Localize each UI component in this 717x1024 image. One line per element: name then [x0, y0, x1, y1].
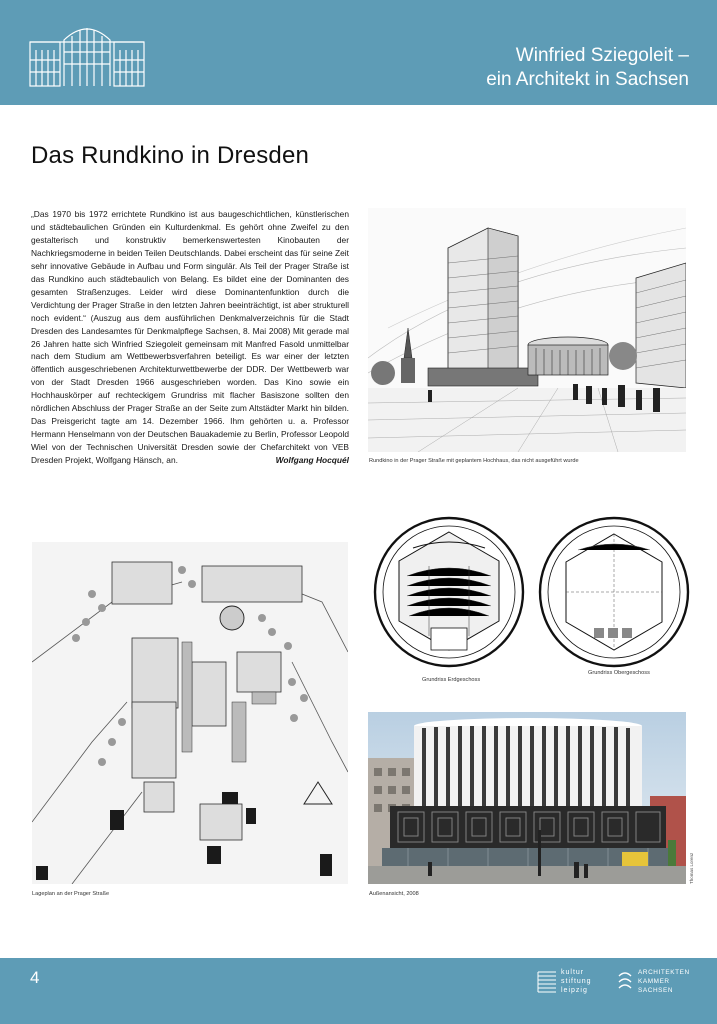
architektenkammer-logo — [616, 968, 696, 998]
kultur-line2: stiftung — [561, 978, 592, 985]
ak-line3: SACHSEN — [638, 986, 674, 994]
upper-floor-plan — [538, 516, 690, 668]
architektenkammer-mark-icon — [616, 970, 634, 992]
sketch-caption: Rundkino in der Prager Straße mit geplantem Hochhaus, das nicht ausgeführt wurde — [369, 458, 579, 464]
page-number: 4 — [30, 968, 40, 987]
exterior-photo-caption: Außenansicht, 2008 — [369, 891, 419, 897]
architektenkammer-text — [638, 969, 690, 995]
site-plan — [32, 542, 348, 884]
site-plan-caption: Lageplan an der Prager Straße — [32, 891, 110, 897]
kulturstiftung-text — [561, 968, 592, 995]
page-title: Das Rundkino in Dresden — [31, 142, 310, 169]
author-name: Wolfgang Hocquél — [275, 455, 349, 466]
body-text — [31, 208, 349, 467]
footer-band — [0, 958, 717, 1024]
building-outline-logo — [28, 22, 146, 88]
ground-floor-caption: Grundriss Erdgeschoss — [422, 677, 481, 683]
photo-credit: Thomas Lorenz — [689, 852, 694, 884]
kulturstiftung-mark-icon — [536, 968, 558, 994]
ground-floor-plan — [373, 516, 525, 668]
exterior-photo — [368, 712, 686, 884]
series-title-line2: ein Architekt in Sachsen — [486, 69, 689, 90]
series-title — [369, 44, 689, 92]
upper-floor-caption: Grundriss Obergeschoss — [588, 670, 650, 676]
ak-line1: ARCHITEKTEN — [638, 969, 690, 976]
kulturstiftung-logo — [536, 968, 598, 998]
body-paragraph: „Das 1970 bis 1972 errichtete Rundkino ist aus baugeschichtlichen, künstlerischen und städtebaulichen Gründen ein Kulturdenkmal. Es gehört ohne Zweifel zu den gestalterisch und konstruktiv bemerkenswertesten Kinobauten der Nachkriegsmoderne in beiden Teilen Deutschlands. Dabei erscheint das für seine Zeit sehr innovative Gebäude in Aufbau und Form singulär. Als Teil der Prager Straße ist das Rundkino auch städtebaulich von Belang. Es bildet eine der Dominanten des gesamten Straßenzuges. Leider wird diese Dominantenfunktion durch die Verdichtung der Prager Straße in den letzten Jahren beeinträchtigt, ist aber strukturell noch evident.“ (Auszug aus dem ausführlichen Denkmalverzeichnis für die Stadt Dresden des Landesamtes für Denkmalpflege Sachsen, 8. Mai 2008) Mit gerade mal 26 Jahren hatte sich Winfried Sziegoleit gemeinsam mit Manfred Fasold unmittelbar nach dem Studium am Wettbewerbsverfahren beteiligt. Es war einer der letzten öffentlich ausgeschriebenen Architekturwettbewerbe der DDR. Der Wettbewerb war von der Stadt Dresden 1966 ausgeschrieben worden. Das Kino sowie ein Hochhauskörper auf rechteckigem Grundriss mit flacher Basiszone sollten den nördlichen Abschluss der Prager Straße an der Seite zum Altstädter Markt hin bilden. Das Preisgericht tagte am 14. Dezember 1966. Ihm gehörten u. a. Professor Hermann Henselmann von der Deutschen Bauakademie zu Berlin, Professor Leopold Wiel von der Technischen Universität Dresden sowie der Chefarchitekt von VEB Dresden Projekt, Wolfgang Hänsch, an. — [31, 209, 349, 466]
kultur-line1: kultur — [561, 969, 585, 976]
series-title-line1: Winfried Sziegoleit – — [515, 45, 689, 66]
perspective-sketch — [368, 208, 686, 452]
kultur-line3: leipzig — [561, 987, 588, 994]
ak-line2: KAMMER — [638, 977, 670, 985]
